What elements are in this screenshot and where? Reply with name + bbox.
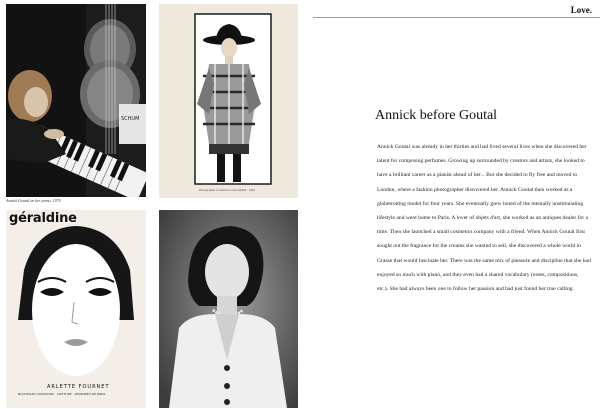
photo-piano xyxy=(6,4,146,197)
sheet-music-label: SCHUM xyxy=(121,116,140,122)
model-image xyxy=(159,4,298,198)
portrait-image xyxy=(159,210,298,408)
magazine-image xyxy=(6,210,146,408)
magazine-model-name: ARLETTE FOURNET xyxy=(47,384,110,390)
photo-piano-caption: Annick Goutal on her piano, 1970 xyxy=(6,198,61,203)
photo-model-caption: Photographie of Annick Goutal, PARIS · 1964 xyxy=(199,188,255,192)
article-body: Annick Goutal was already in her thirties and had lived several lives when she discovered her talent for composing perfumes. Growing up surrounded by creators and artists, she looked to have a brilliant career as a pianist ahead of her... But she decided to fly free and moved to London, where a fashion photographer discovered her. Annick Goutal then worked as a globetrotting model for four years. She eventually grew bored of the mentally unstimulating lifestyle and went home to Paris. A lover of objets d'art, she worked as an antiques dealer for a time. Then she launched a small cosmetics company with a friend. When Annick Goutal first sought out the fragrance for the creams she wanted to sell, she discovered a whole world in Grasse that would fascinate her. There was the same mix of pleasure and discipline that she had enjoyed so much with piano, and they even had a shared vocabulary (notes, compositions, etc.). She had always been one to follow her passion and had just found her true calling. xyxy=(377,144,591,293)
article-title: Annick before Goutal xyxy=(375,108,498,123)
photo-magazine-cover xyxy=(6,210,146,408)
brand-label: Love. xyxy=(570,5,592,15)
photo-model xyxy=(159,4,298,198)
piano-image xyxy=(6,4,146,197)
photo-portrait xyxy=(159,210,298,408)
header-divider xyxy=(313,17,600,18)
magazine-footer: NOUVELLES CHANSONS · COIFFURE · LÉGENDES DE PARIS xyxy=(18,392,106,396)
magazine-title: géraldine xyxy=(9,211,77,226)
